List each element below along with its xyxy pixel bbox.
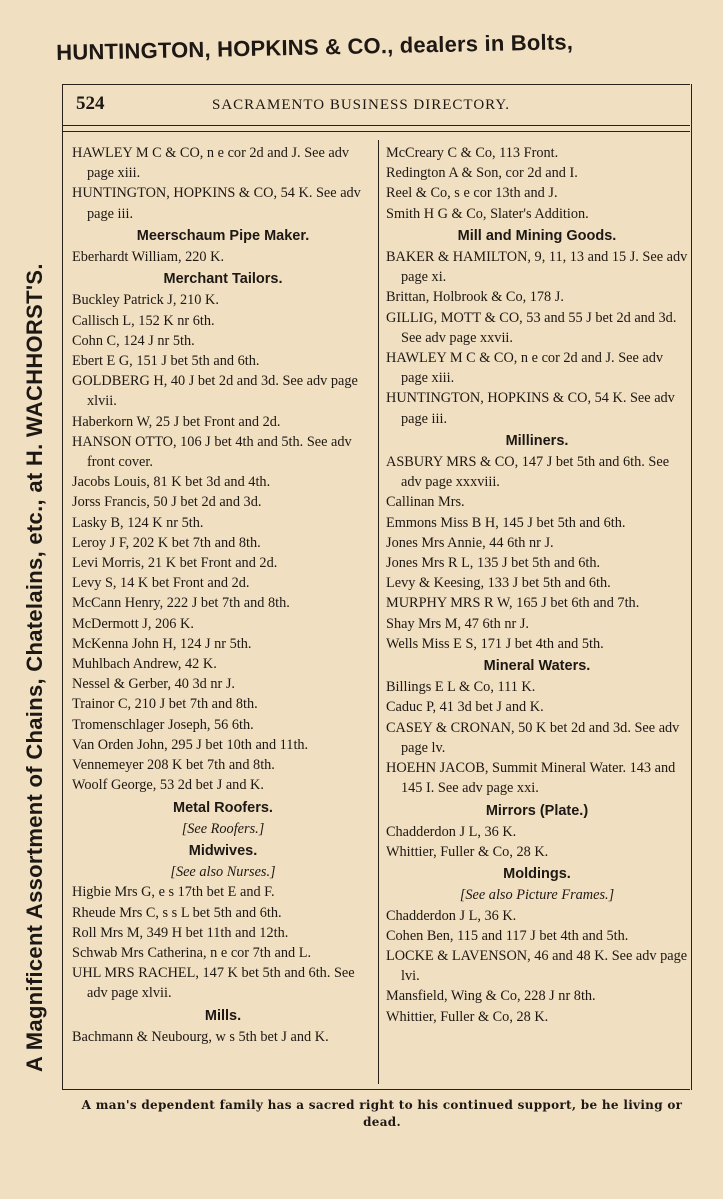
- directory-entry: Jones Mrs R L, 135 J bet 5th and 6th.: [386, 555, 601, 572]
- top-advertisement-banner: HUNTINGTON, HOPKINS & CO., dealers in Bolts,: [56, 29, 574, 65]
- cross-reference-note: [See also Nurses.]: [170, 864, 276, 881]
- section-heading: Moldings.: [503, 866, 571, 883]
- footer-rule: [62, 1089, 690, 1090]
- directory-entry: Nessel & Gerber, 40 3d nr J.: [72, 676, 236, 693]
- directory-entry: GOLDBERG H, 40 J bet 2d and 3d. See adv page xlvii.: [72, 373, 358, 410]
- directory-entry: HUNTINGTON, HOPKINS & CO, 54 K. See adv page iii.: [386, 390, 675, 427]
- footer-motto: A man's dependent family has a sacred right to his continued support, be he living or dead.: [81, 1098, 683, 1129]
- directory-entry: HAWLEY M C & CO, n e cor 2d and J. See adv page xiii.: [386, 350, 664, 387]
- directory-entry: Emmons Miss B H, 145 J bet 5th and 6th.: [386, 514, 626, 531]
- page-header: [62, 84, 690, 126]
- directory-entry: MURPHY MRS R W, 165 J bet 6th and 7th.: [386, 595, 640, 612]
- directory-entry: Cohen Ben, 115 and 117 J bet 4th and 5th.: [386, 927, 629, 944]
- right-column: [386, 143, 688, 1027]
- left-column: [72, 143, 374, 1047]
- cross-reference-note: [See Roofers.]: [181, 820, 265, 837]
- side-advertisement-banner: A Magnificent Assortment of Chains, Chatelains, etc., at H. WACHHORST'S.: [22, 263, 47, 1072]
- directory-entry: Callisch L, 152 K nr 6th.: [72, 312, 215, 329]
- directory-entry: McCann Henry, 222 J bet 7th and 8th.: [72, 595, 290, 612]
- directory-entry: Redington A & Son, cor 2d and I.: [386, 165, 578, 182]
- directory-entry: Higbie Mrs G, e s 17th bet E and F.: [72, 884, 275, 901]
- directory-entry: Jorss Francis, 50 J bet 2d and 3d.: [72, 494, 262, 511]
- directory-entry: Levy S, 14 K bet Front and 2d.: [72, 575, 250, 592]
- directory-entry: Woolf George, 53 2d bet J and K.: [72, 777, 264, 794]
- section-heading: Merchant Tailors.: [163, 271, 283, 288]
- directory-entry: Mansfield, Wing & Co, 228 J nr 8th.: [386, 988, 596, 1005]
- directory-entry: Ebert E G, 151 J bet 5th and 6th.: [72, 353, 260, 370]
- directory-entry: HAWLEY M C & CO, n e cor 2d and J. See adv page xiii.: [72, 145, 350, 182]
- section-heading: Metal Roofers.: [173, 799, 273, 816]
- directory-entry: CASEY & CRONAN, 50 K bet 2d and 3d. See adv page lv.: [386, 719, 680, 756]
- directory-entry: Van Orden John, 295 J bet 10th and 11th.: [72, 736, 309, 753]
- directory-entry: Jacobs Louis, 81 K bet 3d and 4th.: [72, 474, 271, 491]
- directory-entry: GILLIG, MOTT & CO, 53 and 55 J bet 2d and 3d. See adv page xxvii.: [386, 309, 677, 346]
- directory-entry: UHL MRS RACHEL, 147 K bet 5th and 6th. See adv page xlvii.: [72, 965, 355, 1002]
- directory-entry: Haberkorn W, 25 J bet Front and 2d.: [72, 413, 281, 430]
- directory-entry: Cohn C, 124 J nr 5th.: [72, 332, 195, 349]
- directory-entry: Chadderdon J L, 36 K.: [386, 907, 517, 924]
- directory-entry: Eberhardt William, 220 K.: [72, 249, 225, 266]
- directory-entry: Wells Miss E S, 171 J bet 4th and 5th.: [386, 635, 604, 652]
- section-heading: Milliners.: [505, 432, 569, 449]
- section-heading: Mills.: [204, 1007, 242, 1024]
- section-heading: Mirrors (Plate.): [485, 802, 589, 819]
- directory-entry: BAKER & HAMILTON, 9, 11, 13 and 15 J. See adv page xi.: [386, 249, 688, 286]
- section-heading: Meerschaum Pipe Maker.: [136, 227, 310, 244]
- directory-entry: Bachmann & Neubourg, w s 5th bet J and K.: [72, 1028, 329, 1045]
- page-number: 524: [76, 93, 105, 114]
- directory-entry: ASBURY MRS & CO, 147 J bet 5th and 6th. See adv page xxxviii.: [386, 454, 670, 491]
- directory-entry: Caduc P, 41 3d bet J and K.: [386, 699, 544, 716]
- directory-entry: Rheude Mrs C, s s L bet 5th and 6th.: [72, 904, 282, 921]
- directory-entry: Whittier, Fuller & Co, 28 K.: [386, 1008, 549, 1025]
- directory-entry: Smith H G & Co, Slater's Addition.: [386, 205, 589, 222]
- header-rule: [62, 131, 690, 132]
- page-title: SACRAMENTO BUSINESS DIRECTORY.: [212, 97, 510, 113]
- section-heading: Mill and Mining Goods.: [457, 227, 617, 244]
- directory-entry: McCreary C & Co, 113 Front.: [386, 145, 559, 161]
- directory-entry: Jones Mrs Annie, 44 6th nr J.: [386, 534, 554, 551]
- directory-entry: Trainor C, 210 J bet 7th and 8th.: [72, 696, 258, 713]
- directory-entry: Schwab Mrs Catherina, n e cor 7th and L.: [72, 944, 312, 961]
- directory-entry: Levi Morris, 21 K bet Front and 2d.: [72, 555, 278, 572]
- directory-entry: LOCKE & LAVENSON, 46 and 48 K. See adv page lvi.: [386, 947, 688, 985]
- directory-entry: HANSON OTTO, 106 J bet 4th and 5th. See adv front cover.: [72, 433, 352, 471]
- directory-entry: Shay Mrs M, 47 6th nr J.: [386, 615, 529, 632]
- directory-entry: Roll Mrs M, 349 H bet 11th and 12th.: [72, 924, 289, 941]
- directory-entry: Muhlbach Andrew, 42 K.: [72, 656, 217, 673]
- directory-entry: Leroy J F, 202 K bet 7th and 8th.: [72, 534, 261, 551]
- directory-entry: Tromenschlager Joseph, 56 6th.: [72, 716, 254, 733]
- directory-entry: Chadderdon J L, 36 K.: [386, 823, 517, 840]
- column-divider: [378, 140, 379, 1084]
- cross-reference-note: [See also Picture Frames.]: [459, 887, 615, 904]
- section-heading: Midwives.: [188, 842, 258, 859]
- directory-entry: Billings E L & Co, 111 K.: [386, 679, 536, 696]
- directory-entry: Lasky B, 124 K nr 5th.: [72, 514, 204, 531]
- directory-entry: Whittier, Fuller & Co, 28 K.: [386, 843, 549, 860]
- directory-entry: Callinan Mrs.: [386, 494, 465, 511]
- directory-entry: Buckley Patrick J, 210 K.: [72, 292, 219, 309]
- directory-entry: Vennemeyer 208 K bet 7th and 8th.: [72, 757, 275, 774]
- directory-entry: HUNTINGTON, HOPKINS & CO, 54 K. See adv page iii.: [72, 185, 361, 222]
- directory-entry: McKenna John H, 124 J nr 5th.: [72, 635, 252, 652]
- directory-entry: Brittan, Holbrook & Co, 178 J.: [386, 289, 564, 306]
- directory-entry: Reel & Co, s e cor 13th and J.: [386, 185, 558, 202]
- directory-entry: HOEHN JACOB, Summit Mineral Water. 143 and 145 I. See adv page xxi.: [386, 760, 676, 797]
- directory-entry: Levy & Keesing, 133 J bet 5th and 6th.: [386, 575, 611, 592]
- section-heading: Mineral Waters.: [483, 658, 591, 675]
- directory-entry: McDermott J, 206 K.: [72, 615, 194, 632]
